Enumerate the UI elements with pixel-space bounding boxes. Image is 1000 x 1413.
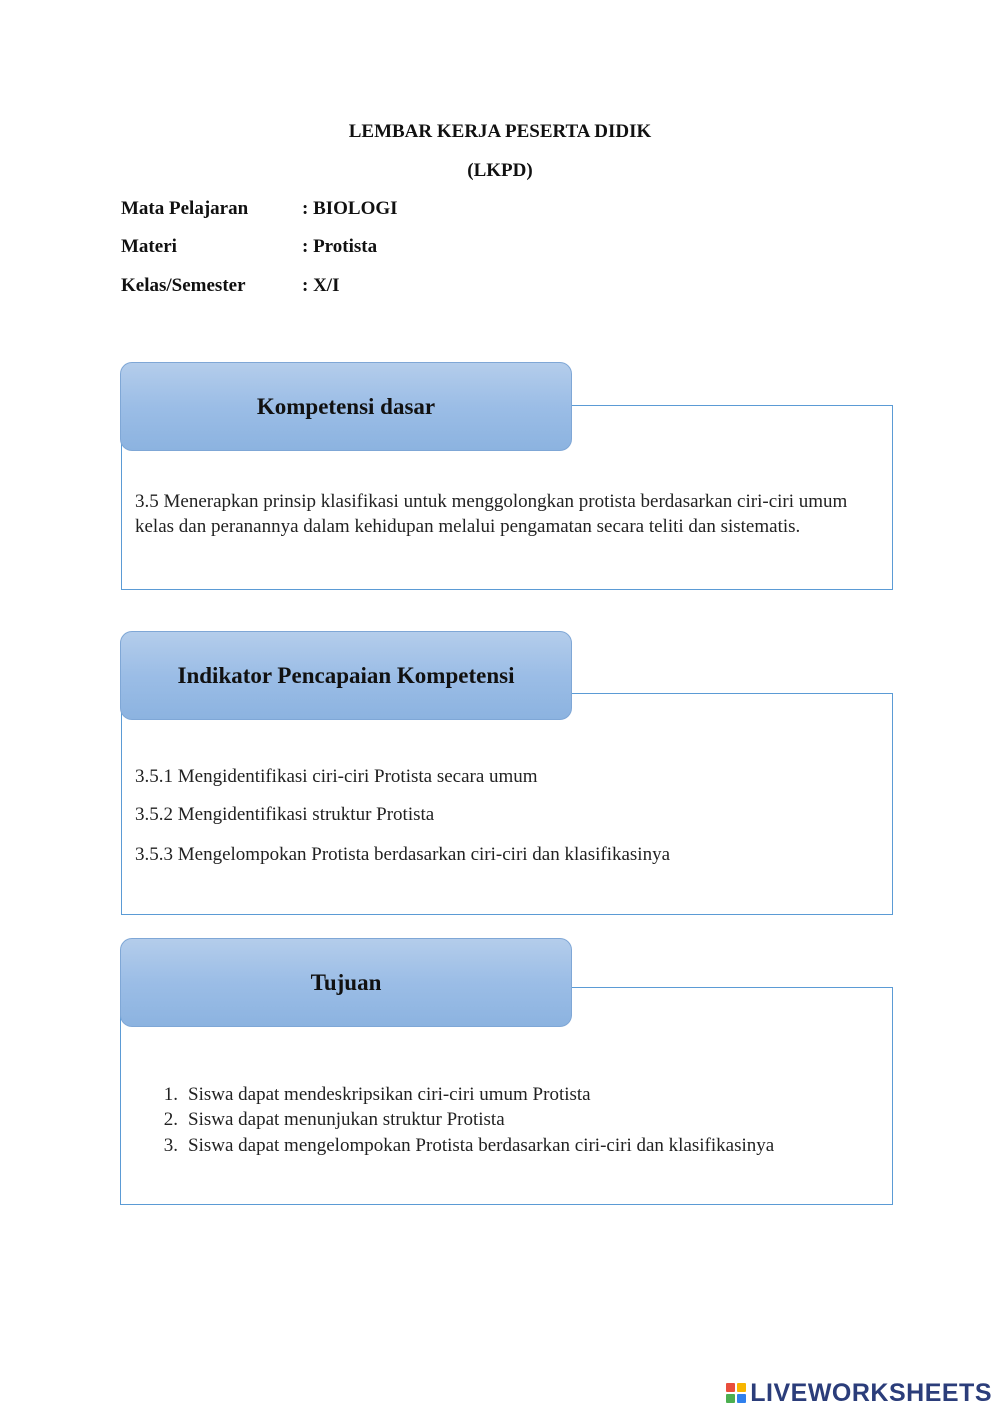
indikator-title: Indikator Pencapaian Kompetensi	[177, 662, 515, 688]
meta-label: Kelas/Semester	[121, 275, 246, 296]
meta-value: : BIOLOGI	[302, 198, 398, 219]
kompetensi-header	[120, 362, 572, 451]
meta-label: Mata Pelajaran	[121, 198, 249, 219]
list-text: Siswa dapat menunjukan struktur Protista	[188, 1109, 505, 1130]
page-subtitle: (LKPD)	[467, 160, 533, 181]
list-number: 3.	[163, 1135, 178, 1156]
logo-square	[737, 1383, 746, 1392]
logo-square	[726, 1394, 735, 1403]
meta-value: : Protista	[302, 236, 378, 257]
tujuan-header	[120, 938, 572, 1027]
logo-square	[737, 1394, 746, 1403]
list-text: Siswa dapat mengelompokan Protista berdasarkan ciri-ciri dan klasifikasinya	[188, 1135, 775, 1156]
kompetensi-text: 3.5 Menerapkan prinsip klasifikasi untuk menggolongkan protista berdasarkan ciri-ciri umum kelas dan peranannya dalam kehidupan melalui pengamatan secara teliti dan sistematis.	[135, 491, 848, 537]
indikator-item: 3.5.3 Mengelompokan Protista berdasarkan ciri-ciri dan klasifikasinya	[135, 844, 671, 865]
page-title: LEMBAR KERJA PESERTA DIDIK	[348, 121, 652, 142]
brand-name: LIVEWORKSHEETS	[750, 1378, 992, 1407]
indikator-item: 3.5.2 Mengidentifikasi struktur Protista	[135, 804, 435, 825]
meta-label: Materi	[121, 236, 177, 257]
list-number: 1.	[163, 1084, 178, 1105]
logo-square	[726, 1383, 735, 1392]
list-text: Siswa dapat mendeskripsikan ciri-ciri umum Protista	[188, 1084, 591, 1105]
logo-grid-icon	[726, 1383, 746, 1403]
meta-row-subject	[121, 198, 398, 220]
meta-row-class	[121, 275, 339, 297]
meta-row-material	[121, 236, 377, 258]
tujuan-title: Tujuan	[310, 969, 382, 995]
kompetensi-title: Kompetensi dasar	[256, 393, 436, 419]
liveworksheets-logo[interactable]	[726, 1378, 992, 1408]
indikator-header	[120, 631, 572, 720]
indikator-item: 3.5.1 Mengidentifikasi ciri-ciri Protista secara umum	[135, 766, 538, 787]
list-number: 2.	[163, 1109, 178, 1130]
meta-value: : X/I	[302, 275, 340, 296]
